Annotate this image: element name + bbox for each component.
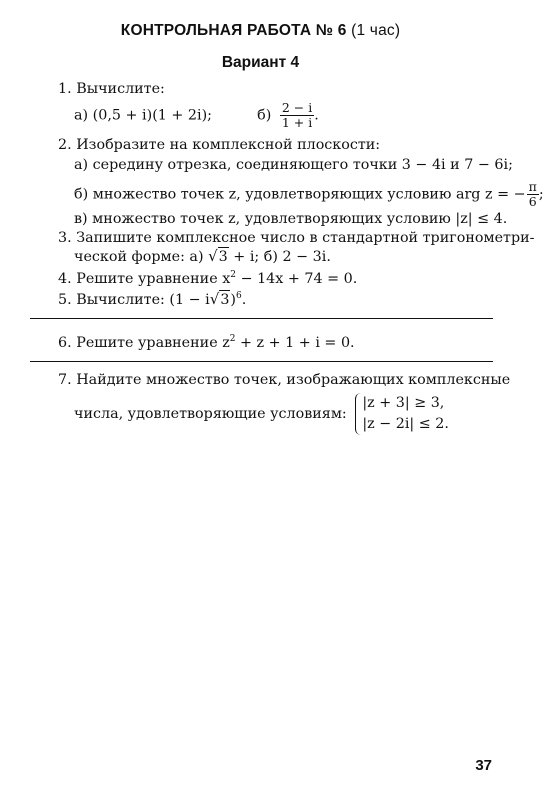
task-6 (58, 330, 355, 352)
task-5-period: . (241, 291, 247, 308)
task-2-text: Изобразите на комплексной плоскости: (76, 137, 381, 153)
task-1 (58, 80, 165, 98)
task-7-line2 (74, 393, 449, 435)
task-2v-expr: |z| ≤ 4. (455, 211, 508, 227)
task-1-text: Вычислите: (76, 81, 165, 97)
task-2a: а) середину отрезка, соединяющего точки 3 − 4i и 7 − 6i; (74, 157, 513, 173)
task-4-number: 4. (58, 270, 72, 287)
task-4 (58, 266, 357, 288)
task-5-number: 5. (58, 291, 72, 308)
task-2b-fraction (527, 180, 539, 209)
title-hours: (1 час) (351, 22, 401, 39)
fraction-denominator: 1 + i (281, 115, 313, 130)
task-6-number: 6. (58, 334, 72, 351)
task-2v-text: в) множество точек z, удовлетворяющих условию (74, 211, 451, 227)
sqrt-radicand: 3 (218, 249, 228, 265)
task-1-items: а) (0,5 + i)(1 + 2i); б) $\frac{2 - i}{1 + i}$ . (74, 100, 319, 130)
task-4-sup: 2 (230, 270, 237, 280)
task-3-line2 (74, 247, 331, 266)
task-1a-label: а) (74, 107, 89, 124)
task-1b-label: б) (257, 107, 272, 124)
task-2-number: 2. (58, 137, 72, 153)
sqrt-sign: √ (209, 289, 220, 308)
task-7 (58, 371, 510, 389)
task-5-sup: 6 (236, 291, 242, 301)
title-text: КОНТРОЛЬНАЯ РАБОТА № 6 (120, 22, 347, 39)
task-1a-expr: (0,5 + i)(1 + 2i); (92, 107, 212, 124)
task-4-text: Решите уравнение x (76, 270, 231, 287)
page-number: 37 (475, 757, 492, 774)
task-6-text: Решите уравнение z (76, 334, 230, 351)
condition-2: |z − 2i| ≤ 2. (362, 416, 449, 432)
task-5-expr-end: ) (230, 291, 236, 308)
task-3-text2: ческой форме: а) (74, 249, 204, 265)
fraction-denominator: 6 (528, 194, 537, 209)
task-6-text2: + z + 1 + i = 0. (240, 334, 355, 351)
page-title (0, 22, 521, 40)
task-2 (58, 136, 380, 154)
variant-title: Вариант 4 (221, 54, 300, 71)
task-2b: б) множество точек z, удовлетворяющих условию arg z = − $\frac{\pi}{6}$ ; (74, 179, 544, 209)
task-7-number: 7. (58, 372, 72, 388)
fraction-numerator: π (528, 179, 537, 194)
task-1b-fraction (280, 101, 314, 130)
task-3-text3: + i; б) 2 − 3i. (233, 249, 331, 265)
task-3-text: Запишите комплексное число в стандартной тригонометри- (76, 230, 535, 246)
sqrt-radicand: 3 (220, 291, 230, 308)
task-5-text: Вычислите: (76, 291, 165, 308)
task-2b-text: б) множество точек z, удовлетворяющих условию arg z = − (74, 186, 526, 203)
task-2v (74, 210, 507, 228)
task-5 (58, 287, 246, 309)
condition-1: |z + 3| ≥ 3, (362, 395, 445, 411)
separator-2 (30, 361, 493, 362)
task-1-number: 1. (58, 81, 72, 97)
separator-1 (30, 318, 493, 319)
fraction-numerator: 2 − i (281, 100, 313, 115)
task-5-expr-start: (1 − i (169, 291, 210, 308)
task-7-text2: числа, удовлетворяющие условиям: (74, 406, 347, 422)
task-4-text2: − 14x + 74 = 0. (240, 270, 358, 287)
task-7-text: Найдите множество точек, изображающих комплексные (76, 372, 511, 388)
task-6-sup: 2 (229, 334, 236, 344)
task-7-system (355, 393, 449, 435)
task-3-number: 3. (58, 230, 72, 246)
task-3 (58, 229, 534, 247)
sqrt-sign: √ (208, 247, 218, 265)
